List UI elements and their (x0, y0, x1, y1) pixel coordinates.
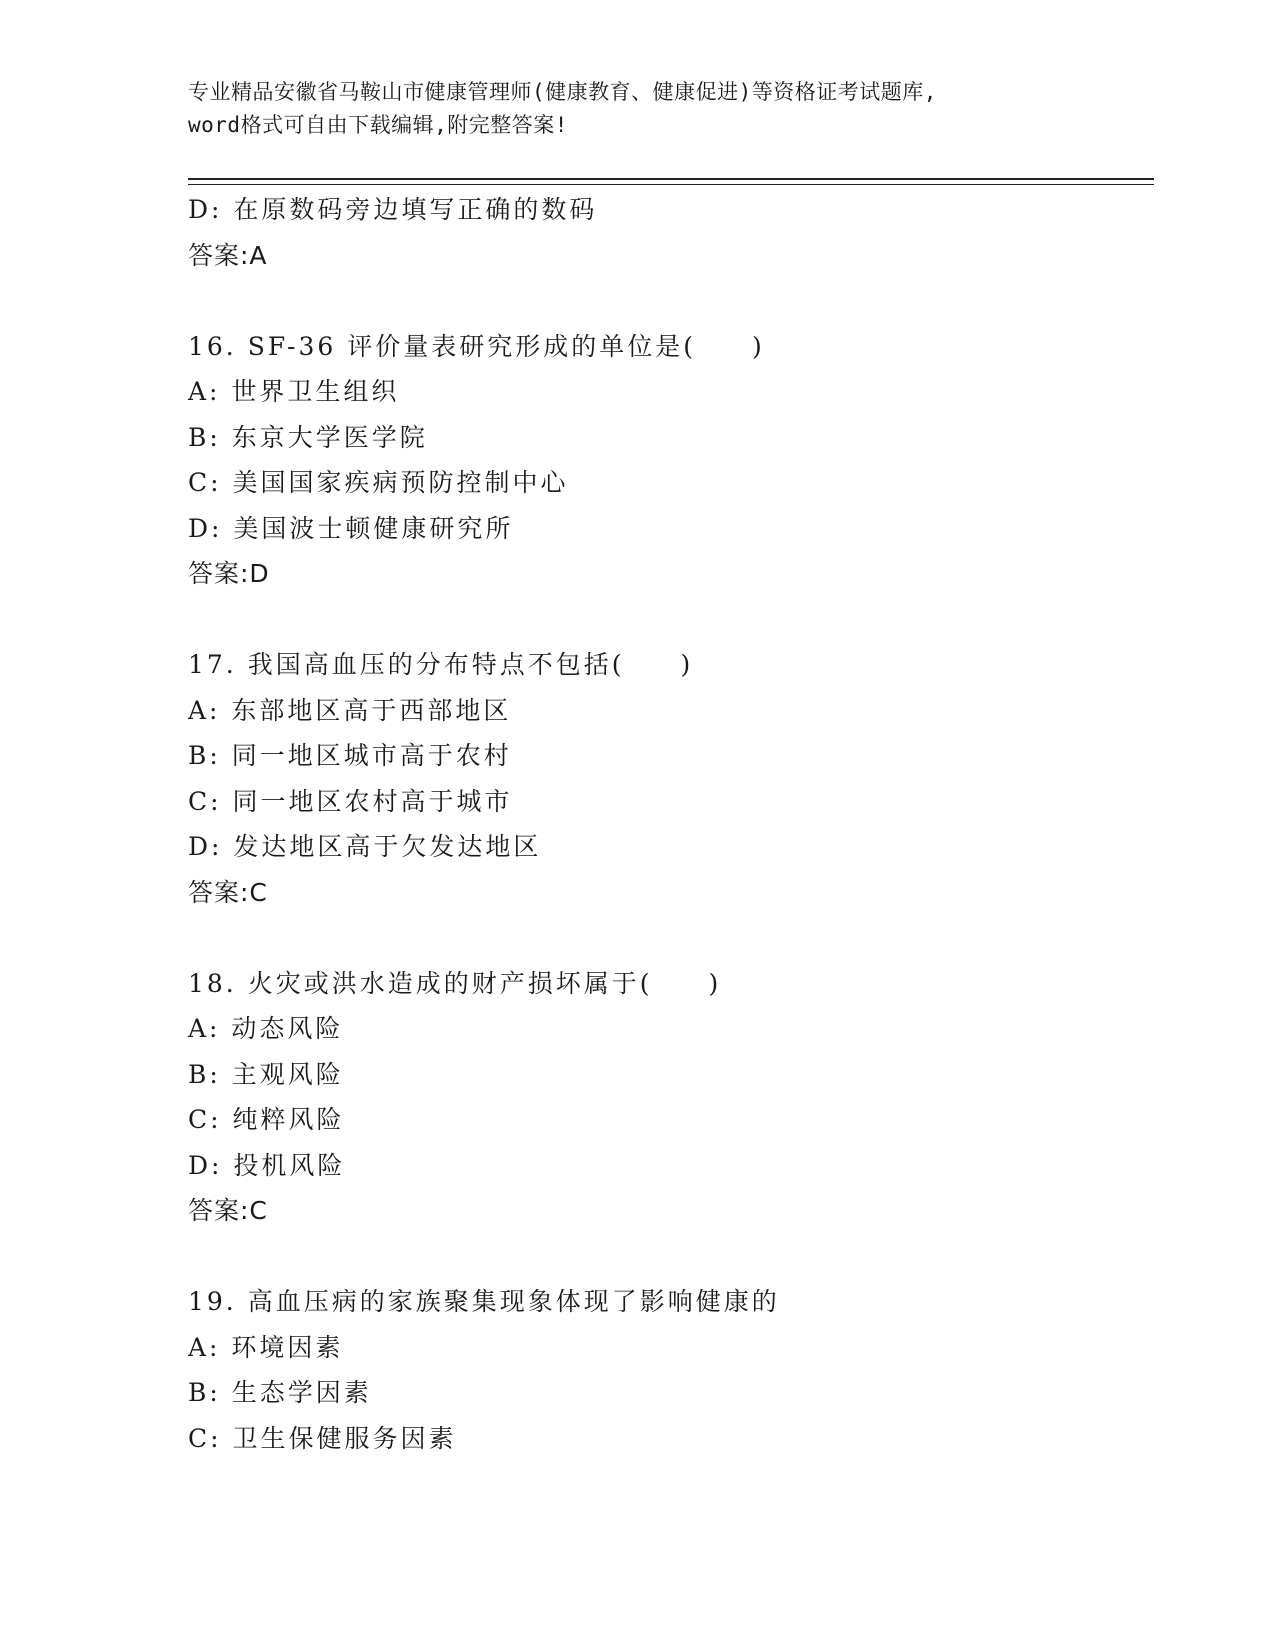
question-fragment (188, 187, 1148, 278)
document-header (188, 76, 1088, 142)
question-stem: 19. 高血压病的家族聚集现象体现了影响健康的 (188, 1287, 780, 1316)
answer-line: 答案:C (188, 877, 268, 907)
spacer (188, 915, 1148, 961)
question-stem: 16. SF-36 评价量表研究形成的单位是( ) (188, 331, 765, 361)
question-18 (188, 961, 1148, 1234)
question-content (188, 187, 1148, 1461)
option-b: B: 同一地区城市高于农村 (188, 741, 512, 770)
question-19 (188, 1279, 1148, 1461)
option-a: A: 环境因素 (188, 1332, 344, 1362)
option-c: C: 同一地区农村高于城市 (188, 786, 513, 816)
option-b: B: 东京大学医学院 (188, 422, 428, 452)
answer-line: 答案:C (188, 1196, 268, 1225)
header-line-1: 专业精品安徽省马鞍山市健康管理师(健康教育、健康促进)等资格证考试题库, (188, 80, 937, 104)
question-16 (188, 324, 1148, 597)
option-c: C: 美国国家疾病预防控制中心 (188, 468, 569, 497)
option-b: B: 生态学因素 (188, 1378, 372, 1407)
header-line-2: word格式可自由下载编辑,附完整答案! (188, 113, 568, 137)
spacer (188, 278, 1148, 324)
header-divider-thick (188, 178, 1154, 180)
question-17 (188, 642, 1148, 915)
option-c: C: 卫生保健服务因素 (188, 1423, 457, 1453)
option-c: C: 纯粹风险 (188, 1105, 345, 1134)
option-a: A: 世界卫生组织 (188, 377, 400, 406)
option-b: B: 主观风险 (188, 1059, 344, 1089)
question-stem: 17. 我国高血压的分布特点不包括( ) (188, 650, 694, 679)
answer-line: 答案:D (188, 559, 270, 588)
option-d: D: 美国波士顿健康研究所 (188, 513, 514, 543)
question-stem: 18. 火灾或洪水造成的财产损坏属于( ) (188, 968, 722, 998)
option-a: A: 动态风险 (188, 1014, 344, 1043)
header-divider-thin (188, 184, 1154, 185)
answer-line: 答案:A (188, 240, 268, 270)
option-d: D: 在原数码旁边填写正确的数码 (188, 195, 598, 224)
spacer (188, 597, 1148, 643)
option-a: A: 东部地区高于西部地区 (188, 695, 512, 725)
option-d: D: 投机风险 (188, 1150, 346, 1180)
spacer (188, 1234, 1148, 1280)
option-d: D: 发达地区高于欠发达地区 (188, 832, 542, 861)
